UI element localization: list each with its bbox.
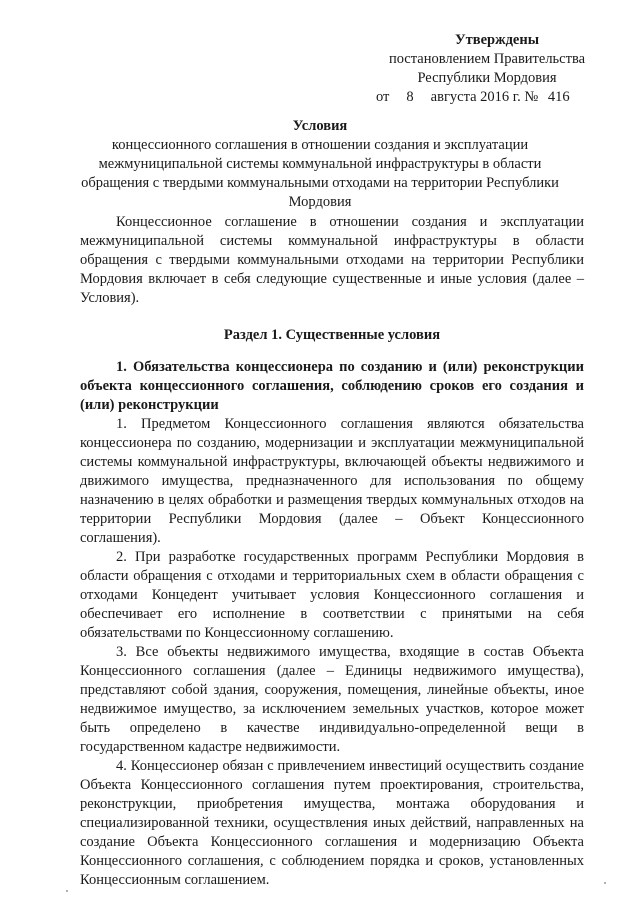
approval-stamp (362, 31, 612, 107)
paragraph-3: 3. Все объекты недвижимого имущества, входящие в состав Объекта Концессионного соглашения (далее – Единицы недвижимого имущества), представляют собой здания, сооружения, помещения, линейные объекты, иное недвижимое имущество, за исключением земельных участков, которое может быть определено в качестве индивидуально-определенной вещи в государственном кадастре недвижимости. (80, 644, 584, 755)
paragraph-2: 2. При разработке государственных программ Республики Мордовия в области обращения с отходами и территориальных схем в области обращения с отходами Концедент учитывает условия Концессионного соглашения и обеспечивает его исполнение в соответствии с принятыми на себя обязательствами по Концессионному соглашению. (80, 549, 584, 641)
section-heading: Раздел 1. Существенные условия (223, 327, 441, 343)
document-body (80, 213, 584, 890)
subsection-heading: 1. Обязательства концессионера по созданию и (или) реконструкции объекта концессионного соглашения, соблюдению сроков его создания и (или) реконструкции (80, 359, 584, 413)
scan-artifact (604, 882, 606, 884)
paragraph-4: 4. Концессионер обязан с привлечением инвестиций осуществить создание Объекта Концессионного соглашения путем проектирования, строительства, реконструкции, приобретения имущества, монтажа оборудования и специализированной техники, осуществления иных действий, направленных на создание Объекта Концессионного соглашения и модернизацию Объекта Концессионного соглашения, с соблюдением порядка и сроков, установленных Концессионным соглашением. (80, 758, 584, 888)
date-prefix: от (376, 89, 390, 105)
title-heading: Условия (292, 118, 348, 134)
intro-paragraph: Концессионное соглашение в отношении создания и эксплуатации межмуниципальной системы коммунальной инфраструктуры в области обращения с твердыми коммунальными отходами на территории Республики Мордовия включает в себя следующие существенные и иные условия (далее – Условия). (80, 214, 584, 306)
title-text: концессионного соглашения в отношении создания и эксплуатации межмуниципальной системы коммунальной инфраструктуры в области обращения с твердыми коммунальными отходами на территории Республики Мордовия (81, 137, 559, 210)
date-month-year: августа 2016 г. № (430, 89, 539, 105)
decree-number: 416 (547, 89, 570, 105)
document-title (80, 117, 560, 212)
scan-artifact (66, 890, 68, 892)
approval-line-1: постановлением Правительства (388, 51, 586, 67)
approval-line-2: Республики Мордовия (417, 70, 557, 86)
approved-label: Утверждены (454, 32, 540, 48)
date-day: 8 (406, 89, 414, 105)
paragraph-1: 1. Предметом Концессионного соглашения являются обязательства концессионера по созданию, модернизации и эксплуатации межмуниципальной системы коммунальной инфраструктуры, включающей объекты недвижимого и движимого имущества, предназначенного для использования по общему назначению в целях обработки и размещения твердых коммунальных отходов на территории Республики Мордовия (далее – Объект Концессионного соглашения). (80, 416, 584, 546)
approval-date-line (362, 88, 612, 107)
